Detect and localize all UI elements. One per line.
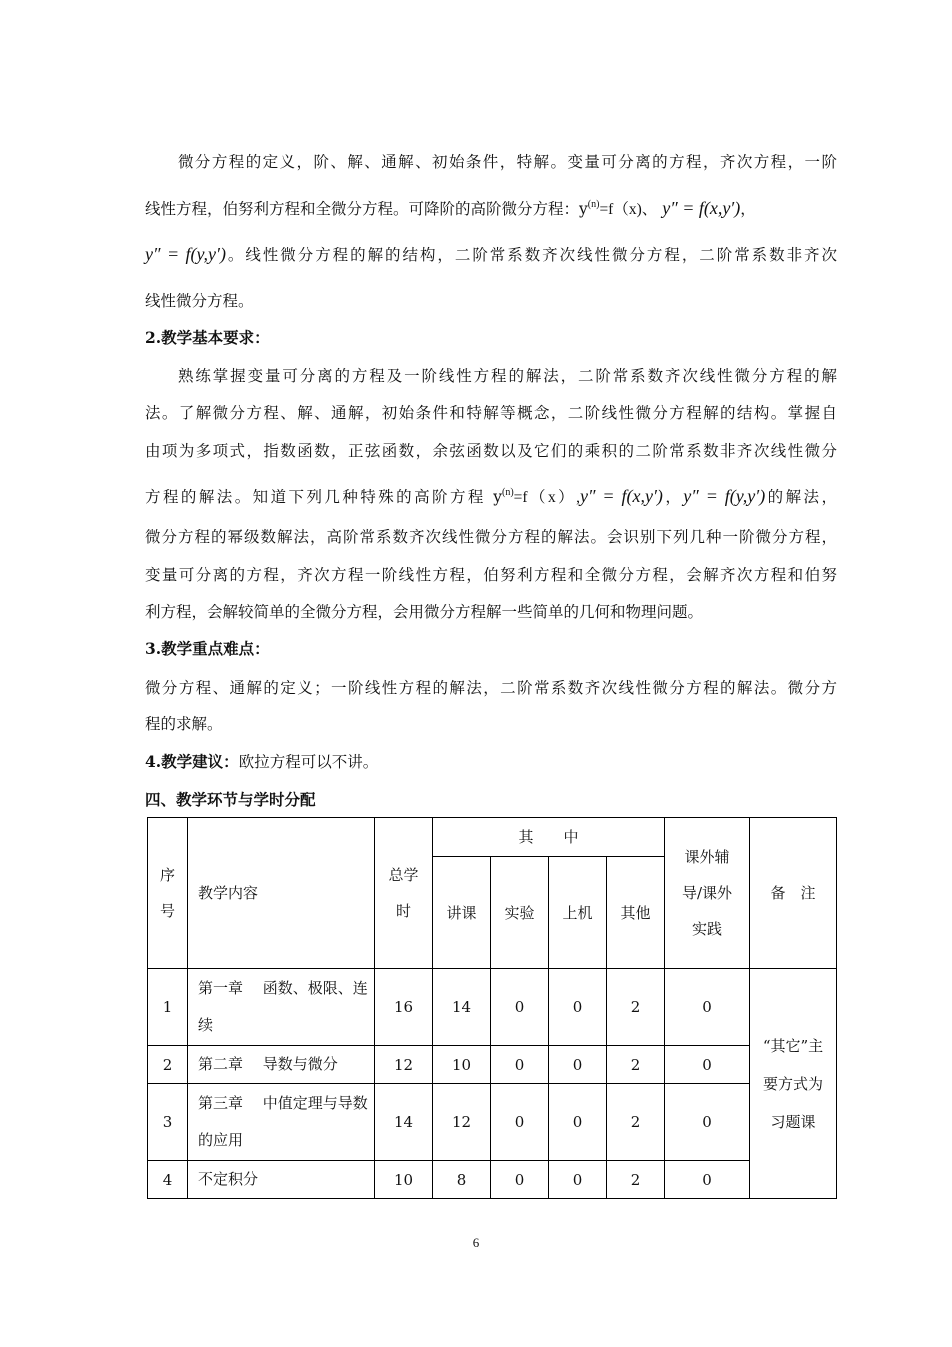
row-content: 第二章 导数与微分 bbox=[188, 1046, 375, 1084]
equation-fxy-2: y″ = f(x,y′) bbox=[579, 486, 663, 506]
header-total: 总学时 bbox=[375, 818, 433, 969]
header-computer: 上机 bbox=[549, 857, 607, 969]
header-lecture: 讲课 bbox=[433, 857, 491, 969]
key-line-1: 微分方程、通解的定义；一阶线性方程的解法，二阶常系数齐次线性微分方程的解法。微分方 bbox=[145, 679, 837, 697]
order-superscript: (n) bbox=[587, 199, 600, 210]
row-content: 第一章 函数、极限、连续 bbox=[188, 969, 375, 1046]
header-content: 教学内容 bbox=[188, 818, 375, 969]
key-line-2: 程的求解。 bbox=[145, 715, 223, 733]
row-other: 2 bbox=[607, 1084, 665, 1161]
row-other: 2 bbox=[607, 1161, 665, 1199]
req-line-4-sep: ， bbox=[662, 488, 684, 506]
topics-line-3 bbox=[145, 243, 837, 266]
section-4-heading bbox=[145, 751, 378, 773]
topics-line-1: 微分方程的定义，阶、解、通解、初始条件，特解。变量可分离的方程，齐次方程，一阶 bbox=[178, 153, 837, 171]
row-extra: 0 bbox=[665, 969, 750, 1046]
row-exp: 0 bbox=[491, 1161, 549, 1199]
row-extra: 0 bbox=[665, 1046, 750, 1084]
req-line-4 bbox=[145, 482, 837, 509]
req-line-3: 由项为多项式，指数函数，正弦函数，余弦函数以及它们的乘积的二阶常系数非齐次线性微分 bbox=[145, 442, 837, 460]
header-seq: 序号 bbox=[148, 818, 188, 969]
section-four-heading: 四、教学环节与学时分配 bbox=[145, 790, 316, 809]
topics-line-2 bbox=[145, 194, 837, 221]
row-exp: 0 bbox=[491, 1084, 549, 1161]
table-row bbox=[148, 969, 837, 1046]
topics-line-4: 线性微分方程。 bbox=[145, 292, 254, 310]
row-lecture: 14 bbox=[433, 969, 491, 1046]
req-line-6: 变量可分离的方程，齐次方程一阶线性方程，伯努利方程和全微分方程，会解齐次方程和伯努 bbox=[145, 566, 837, 584]
row-lecture: 12 bbox=[433, 1084, 491, 1161]
row-exp: 0 bbox=[491, 1046, 549, 1084]
header-exp: 实验 bbox=[491, 857, 549, 969]
row-computer: 0 bbox=[549, 1161, 607, 1199]
row-extra: 0 bbox=[665, 1161, 750, 1199]
row-seq: 1 bbox=[148, 969, 188, 1046]
row-total: 16 bbox=[375, 969, 433, 1046]
row-seq: 3 bbox=[148, 1084, 188, 1161]
row-content: 不定积分 bbox=[188, 1161, 375, 1199]
table-row bbox=[148, 1084, 837, 1161]
row-seq: 2 bbox=[148, 1046, 188, 1084]
header-among: 其 中 bbox=[433, 818, 665, 857]
row-total: 14 bbox=[375, 1084, 433, 1161]
section-4-text: 欧拉方程可以不讲。 bbox=[238, 753, 379, 771]
header-other: 其他 bbox=[607, 857, 665, 969]
req-line-1: 熟练掌握变量可分离的方程及一阶线性方程的解法，二阶常系数齐次线性微分方程的解 bbox=[178, 367, 837, 385]
req-line-2: 法。了解微分方程、解、通解，初始条件和特解等概念，二阶线性微分方程解的结构。掌握自 bbox=[145, 404, 837, 422]
topics-line-2-end: ， bbox=[740, 200, 756, 218]
row-total: 12 bbox=[375, 1046, 433, 1084]
table-row bbox=[148, 1046, 837, 1084]
header-extra: 课外辅导/课外实践 bbox=[665, 818, 750, 969]
req-line-7: 利方程，会解较简单的全微分方程，会用微分方程解一些简单的几何和物理问题。 bbox=[145, 603, 704, 621]
row-computer: 0 bbox=[549, 1046, 607, 1084]
equation-fyy-2: y″ = f(y,y′) bbox=[683, 486, 766, 506]
table-row bbox=[148, 1161, 837, 1199]
equation-fxy: y″ = f(x,y′) bbox=[662, 198, 741, 218]
row-note: “其它”主要方式为习题课 bbox=[750, 969, 837, 1199]
topics-line-2-mid: =f（x)、 bbox=[599, 201, 658, 218]
row-total: 10 bbox=[375, 1161, 433, 1199]
req-line-4-text: 方程的解法。知道下列几种特殊的高阶方程 y bbox=[145, 488, 502, 506]
row-computer: 0 bbox=[549, 1084, 607, 1161]
req-line-4-mid: =f（x）, bbox=[513, 489, 580, 506]
hours-table bbox=[147, 817, 837, 1199]
order-superscript-2: (n) bbox=[502, 487, 514, 498]
topics-line-3-text: 。线性微分方程的解的结构，二阶常系数齐次线性微分方程，二阶常系数非齐次 bbox=[225, 246, 837, 264]
row-other: 2 bbox=[607, 969, 665, 1046]
section-3-heading: 3.教学重点难点： bbox=[145, 639, 270, 658]
row-content: 第三章 中值定理与导数的应用 bbox=[188, 1084, 375, 1161]
req-line-4-end: 的解法， bbox=[765, 488, 837, 506]
row-lecture: 8 bbox=[433, 1161, 491, 1199]
row-lecture: 10 bbox=[433, 1046, 491, 1084]
row-extra: 0 bbox=[665, 1084, 750, 1161]
section-2-heading: 2.教学基本要求： bbox=[145, 328, 270, 347]
section-4-label: 4.教学建议： bbox=[145, 752, 239, 771]
row-other: 2 bbox=[607, 1046, 665, 1084]
row-exp: 0 bbox=[491, 969, 549, 1046]
header-note: 备 注 bbox=[750, 818, 837, 969]
equation-fyy: y″ = f(y,y′) bbox=[145, 244, 226, 264]
req-line-5: 微分方程的幂级数解法，高阶常系数齐次线性微分方程的解法。会识别下列几种一阶微分方程， bbox=[145, 528, 837, 546]
row-computer: 0 bbox=[549, 969, 607, 1046]
page-number: 6 bbox=[472, 1235, 480, 1250]
topics-line-2-text: 线性方程，伯努利方程和全微分方程。可降阶的高阶微分方程：y bbox=[145, 200, 588, 218]
row-seq: 4 bbox=[148, 1161, 188, 1199]
